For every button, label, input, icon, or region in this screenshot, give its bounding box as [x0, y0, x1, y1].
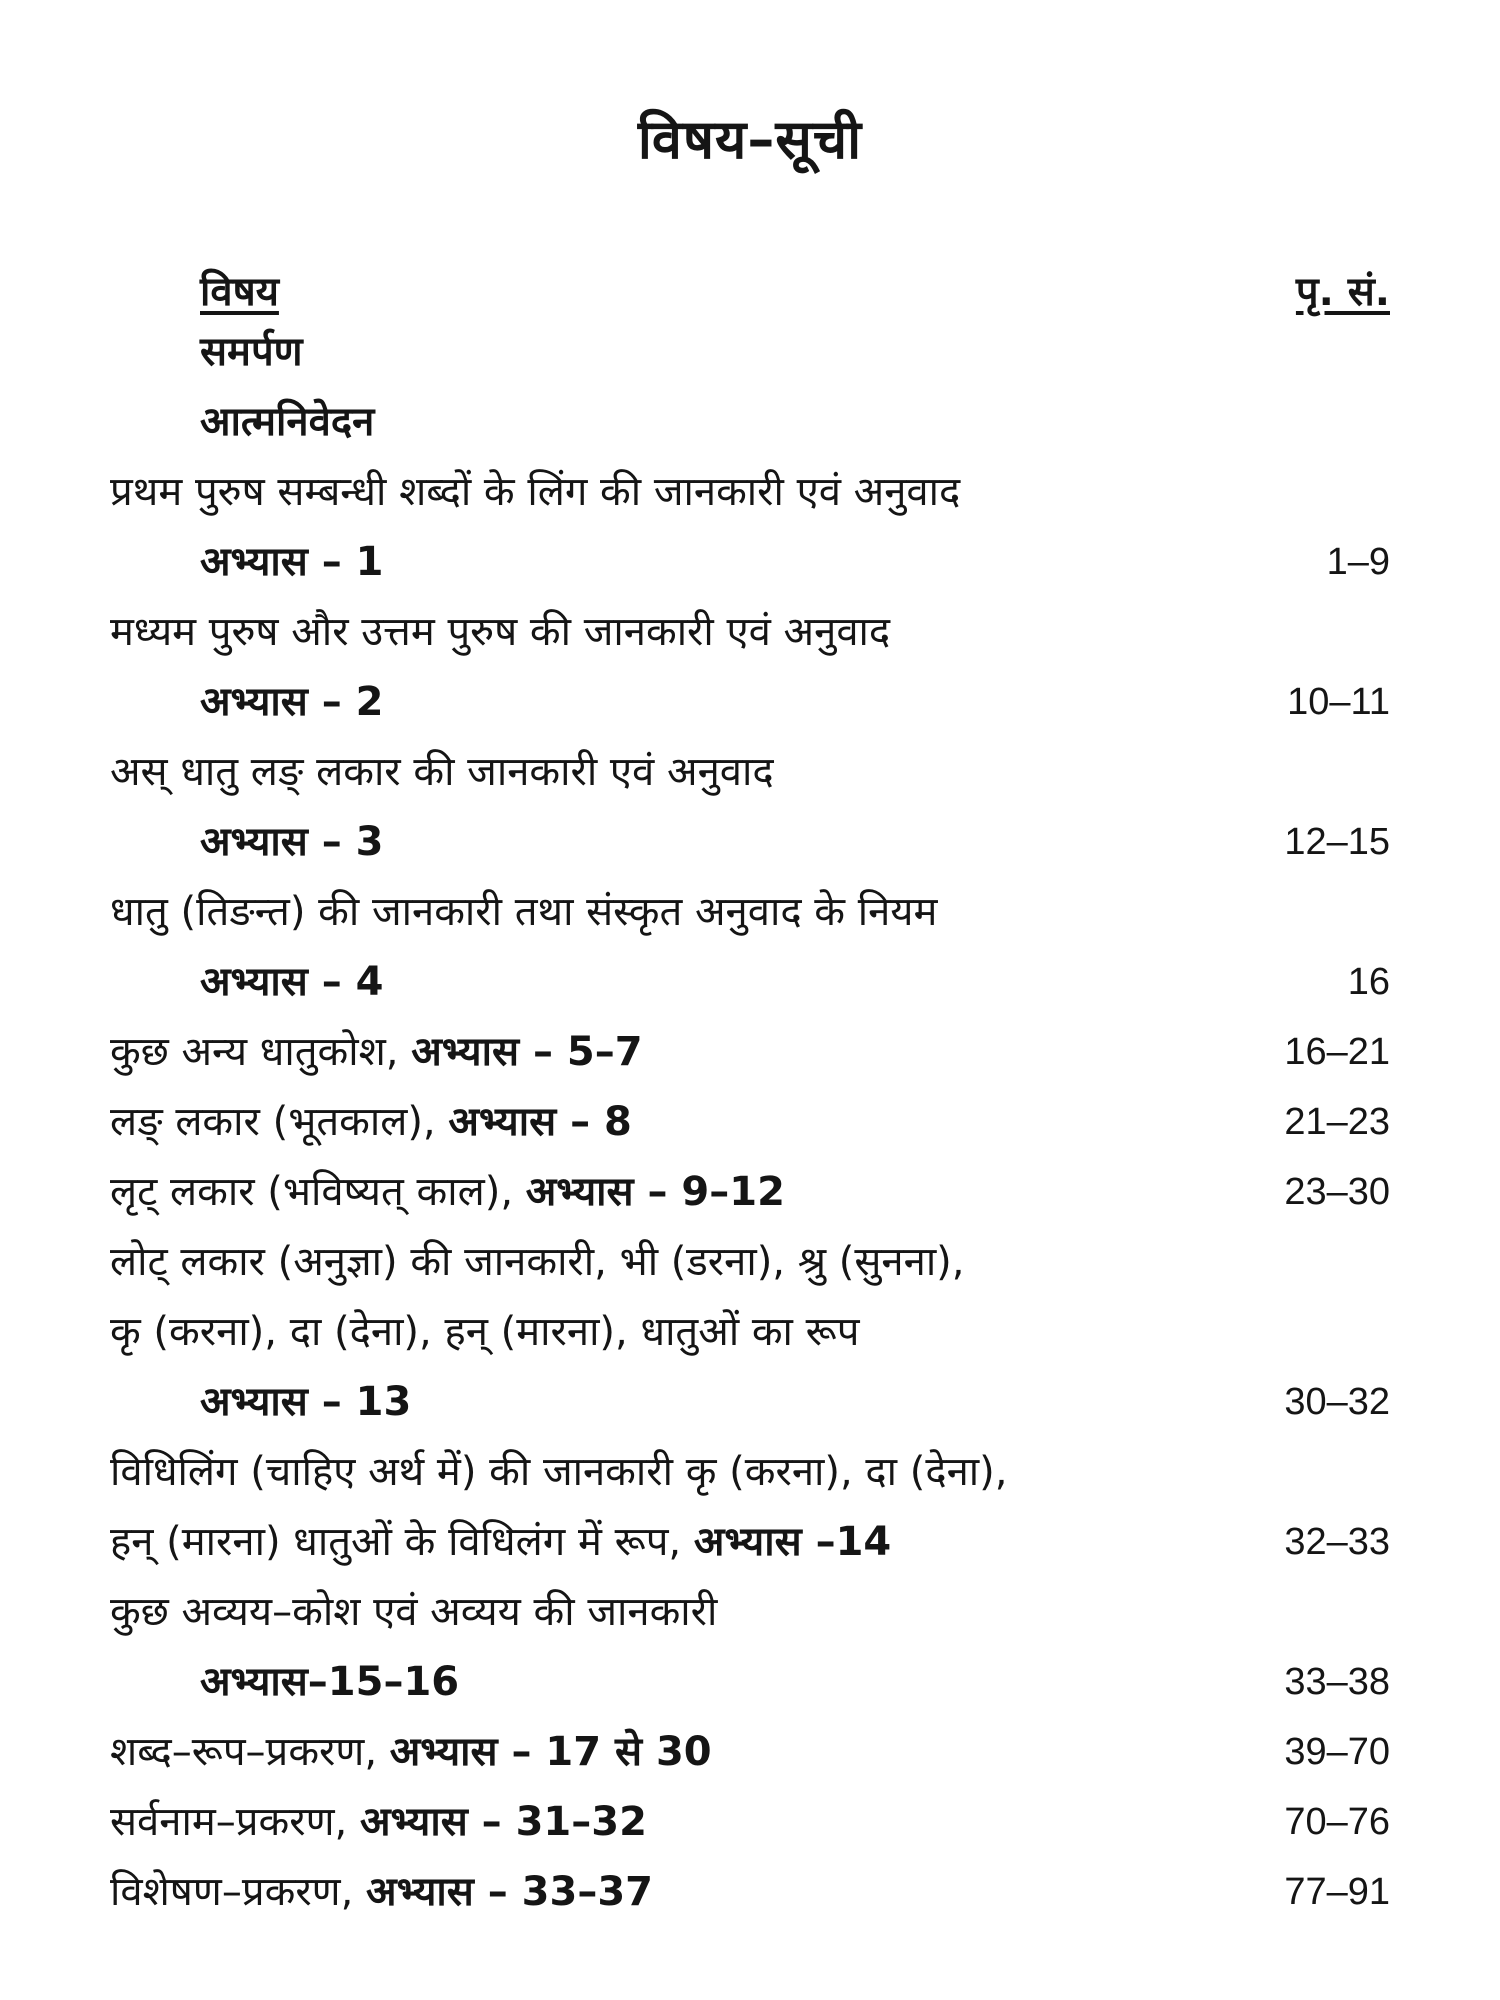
- toc-entry-page: 10–11: [1287, 681, 1390, 723]
- exercise-label: अभ्यास – 5–7: [411, 1029, 643, 1075]
- exercise-label: अभ्यास – 17 से 30: [389, 1729, 712, 1775]
- toc-entry: [110, 740, 1400, 804]
- page-title: विषय–सूची: [637, 108, 863, 171]
- toc-entry-text: कुछ अन्य धातुकोश, अभ्यास – 5–7: [110, 1029, 643, 1075]
- toc-entry-text: अभ्यास – 1: [200, 539, 384, 585]
- toc-entry-page: 39–70: [1284, 1731, 1390, 1773]
- toc-entry-page: 70–76: [1284, 1801, 1390, 1843]
- toc-entry: [110, 1580, 1400, 1644]
- toc-entry: [110, 1440, 1400, 1504]
- toc-entry-text: कुछ अव्यय–कोश एवं अव्यय की जानकारी: [110, 1589, 718, 1635]
- toc-entry-page: 32–33: [1284, 1521, 1390, 1563]
- toc-entry: [110, 460, 1400, 524]
- page-column-header: पृ. सं.: [1295, 269, 1390, 315]
- toc-entry: [110, 810, 1400, 874]
- toc-entry-text: सर्वनाम–प्रकरण, अभ्यास – 31–32: [110, 1799, 647, 1845]
- toc-entry-text: शब्द–रूप–प्रकरण, अभ्यास – 17 से 30: [110, 1729, 712, 1775]
- toc-entry-text: लृट् लकार (भविष्यत् काल), अभ्यास – 9–12: [110, 1169, 785, 1215]
- toc-entry-page: 30–32: [1284, 1381, 1390, 1423]
- toc-entry: [110, 670, 1400, 734]
- toc-entry: [110, 320, 1400, 384]
- toc-entry-text: लङ् लकार (भूतकाल), अभ्यास – 8: [110, 1099, 632, 1145]
- toc-entry-text: कृ (करना), दा (देना), हन् (मारना), धातुओं का रूप: [110, 1309, 860, 1355]
- toc-entry-page: 33–38: [1284, 1661, 1390, 1703]
- toc-entry-text: विधिलिंग (चाहिए अर्थ में) की जानकारी कृ (करना), दा (देना),: [110, 1449, 1008, 1495]
- exercise-label: अभ्यास – 9–12: [525, 1169, 785, 1215]
- toc-entry: [110, 1860, 1400, 1924]
- toc-entry: [110, 950, 1400, 1014]
- toc-entry-text: अभ्यास – 4: [200, 959, 384, 1005]
- toc-entry-page: 16–21: [1284, 1031, 1390, 1073]
- toc-entry: [110, 1160, 1400, 1224]
- toc-entry-text: प्रथम पुरुष सम्बन्धी शब्दों के लिंग की जानकारी एवं अनुवाद: [110, 469, 961, 515]
- toc-entry-text: विशेषण–प्रकरण, अभ्यास – 33–37: [110, 1869, 654, 1915]
- toc-entry-page: 77–91: [1284, 1871, 1390, 1913]
- toc-entry: [110, 1020, 1400, 1084]
- toc-entry-text: लोट् लकार (अनुज्ञा) की जानकारी, भी (डरना), श्रु (सुनना),: [110, 1239, 965, 1285]
- toc-entry-text: अस् धातु लङ् लकार की जानकारी एवं अनुवाद: [110, 749, 774, 795]
- subject-column-header: विषय: [200, 269, 279, 315]
- exercise-label: अभ्यास – 8: [448, 1099, 632, 1145]
- exercise-label: अभ्यास – 33–37: [366, 1869, 654, 1915]
- toc-entry-text: मध्यम पुरुष और उत्तम पुरुष की जानकारी एवं अनुवाद: [110, 609, 891, 655]
- toc-entry: [110, 1650, 1400, 1714]
- toc-entry-text: अभ्यास – 13: [200, 1379, 412, 1425]
- toc-entry: [110, 1090, 1400, 1154]
- toc-entry: [110, 600, 1400, 664]
- toc-entry: [110, 390, 1400, 454]
- toc-entry-text: धातु (तिङन्त) की जानकारी तथा संस्कृत अनुवाद के नियम: [110, 889, 938, 935]
- toc-header-row: [110, 260, 1400, 324]
- toc-entry-page: 16: [1347, 961, 1390, 1003]
- toc-entry-page: 1–9: [1326, 541, 1390, 583]
- toc-entry-text: अभ्यास – 2: [200, 679, 384, 725]
- toc-entry: [110, 1510, 1400, 1574]
- toc-entry-text: आत्मनिवेदन: [200, 399, 375, 445]
- toc-entry: [110, 1300, 1400, 1364]
- toc-entry-text: अभ्यास – 3: [200, 819, 384, 865]
- toc-entry: [110, 1370, 1400, 1434]
- toc-entry-text: समर्पण: [200, 329, 303, 375]
- toc-entry: [110, 530, 1400, 594]
- toc-entry-page: 23–30: [1284, 1171, 1390, 1213]
- exercise-label: अभ्यास –14: [693, 1519, 892, 1565]
- toc-entry-text: अभ्यास–15–16: [200, 1659, 460, 1705]
- toc-entry: [110, 1230, 1400, 1294]
- exercise-label: अभ्यास – 31–32: [359, 1799, 647, 1845]
- toc-entry-page: 21–23: [1284, 1101, 1390, 1143]
- toc-entry-text: हन् (मारना) धातुओं के विधिलंग में रूप, अभ्यास –14: [110, 1519, 892, 1565]
- toc-entry: [110, 1720, 1400, 1784]
- toc-entry-page: 12–15: [1284, 821, 1390, 863]
- toc-entry: [110, 880, 1400, 944]
- toc-entry: [110, 1790, 1400, 1854]
